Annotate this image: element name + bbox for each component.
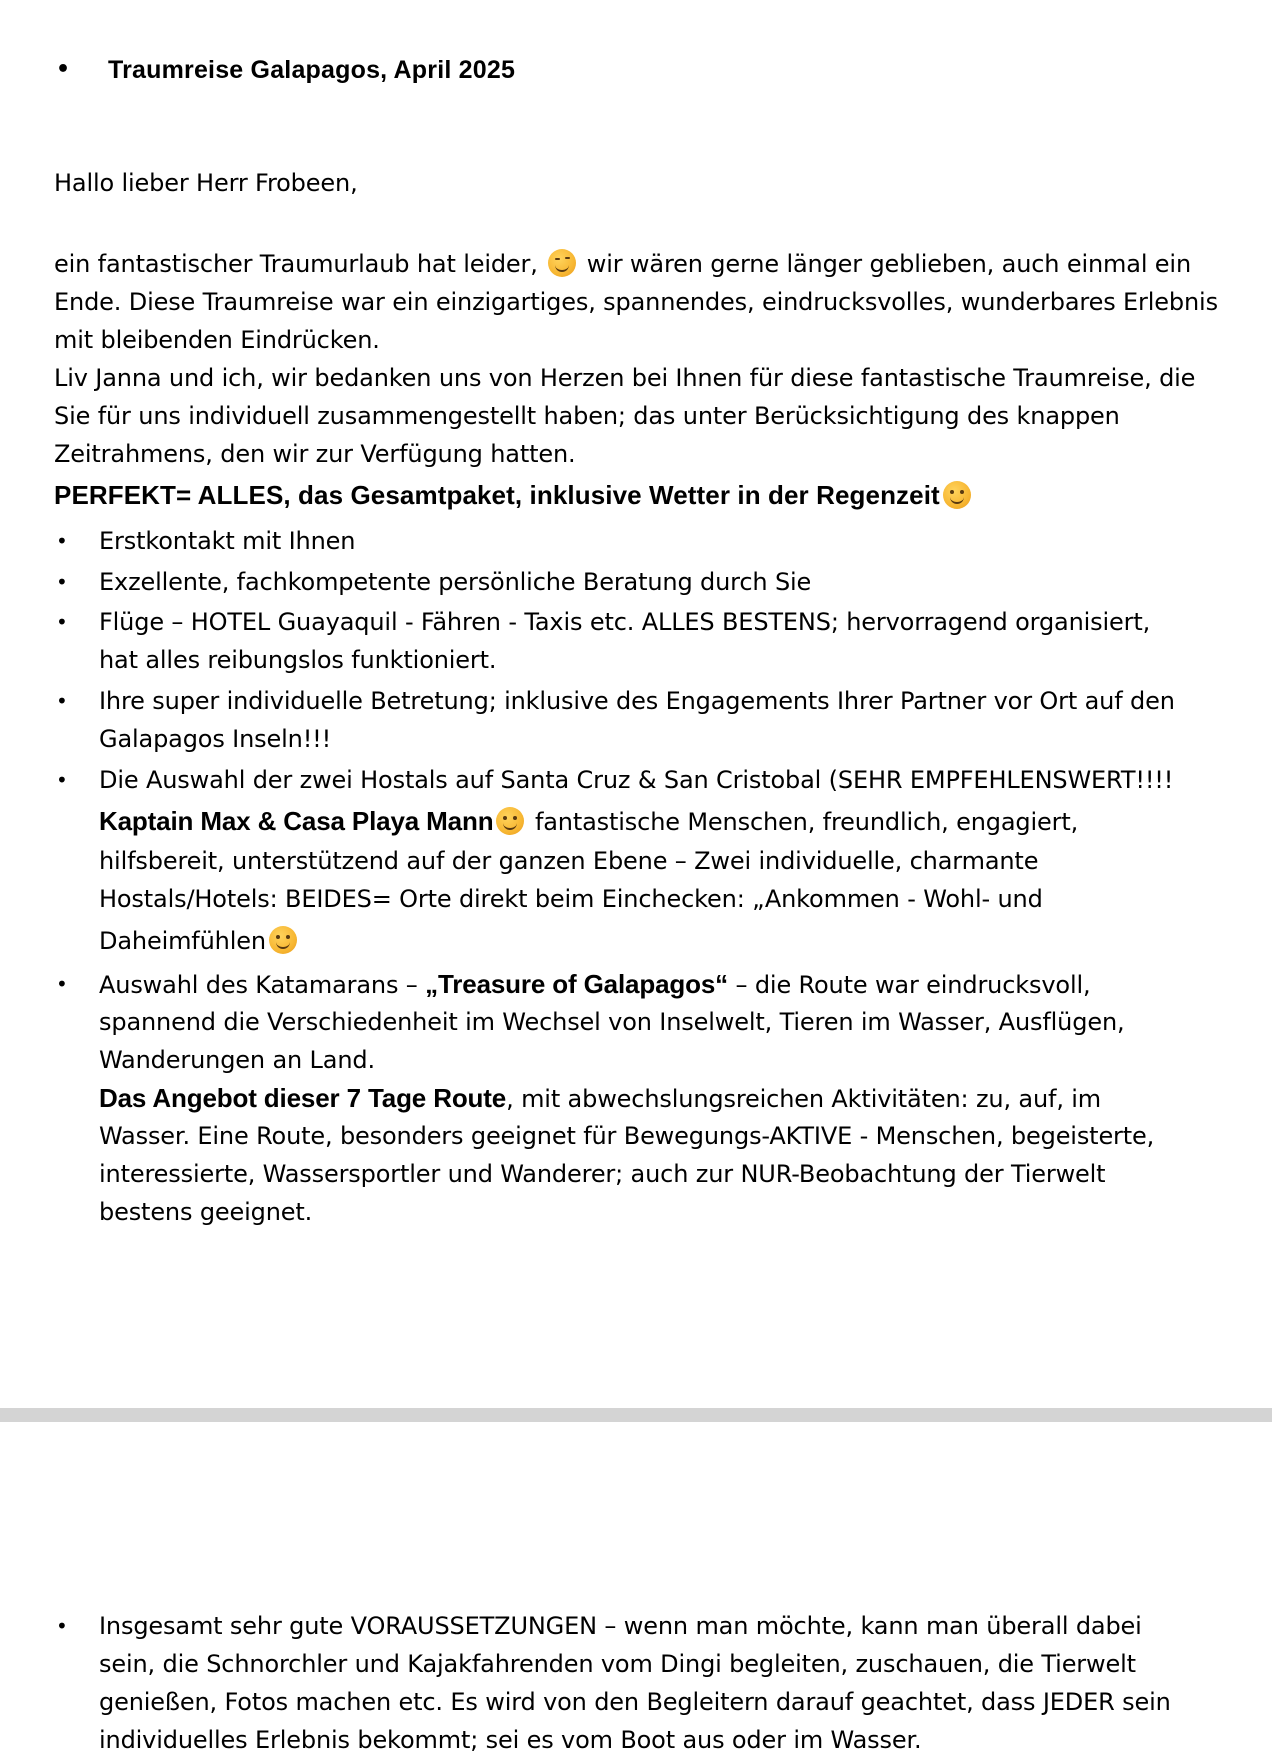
list-item-7-line-2: sein, die Schnorchler und Kajakfahrenden vom Dingi begleiten, zuschauen, die Tierwelt [99, 1650, 1136, 1678]
text: fantastische Menschen, freundlich, engagiert, [534, 808, 1079, 836]
list-item-5-line-2 [99, 802, 1078, 841]
list-item-5-line-5 [99, 922, 300, 960]
list-item-4-line-1: Ihre super individuelle Betretung; inklusive des Engagements Ihrer Partner vor Ort auf den [99, 687, 1175, 715]
text: Daheimfühlen [99, 927, 266, 955]
paragraph-2-line-2: Sie für uns individuell zusammengestellt haben; das unter Berücksichtigung des knappen [54, 402, 1120, 430]
document-page-2 [0, 1422, 1272, 1752]
list-item-5-line-4: Hostals/Hotels: BEIDES= Orte direkt beim Einchecken: „Ankommen - Wohl- und [99, 885, 1043, 913]
list-item-6-line-3: Wanderungen an Land. [99, 1046, 375, 1074]
bullet-icon: • [56, 1614, 68, 1638]
list-item-7-line-3: genießen, Fotos machen etc. Es wird von den Begleitern darauf geachtet, dass JEDER sein [99, 1688, 1171, 1716]
route-offer: Das Angebot dieser 7 Tage Route [99, 1083, 507, 1113]
list-item-6-line-2: spannend die Verschiedenheit im Wechsel von Inselwelt, Tieren im Wasser, Ausflügen, [99, 1008, 1125, 1036]
list-item-4-line-2: Galapagos Inseln!!! [99, 725, 332, 753]
list-item-6-line-4 [99, 1079, 1101, 1118]
smiling-face-icon [496, 807, 524, 835]
list-item-6-line-7: bestens geeignet. [99, 1198, 313, 1226]
list-item-3-line-2: hat alles reibungslos funktioniert. [99, 646, 497, 674]
list-item-5-line-3: hilfsbereit, unterstützend auf der ganzen Ebene – Zwei individuelle, charmante [99, 847, 1039, 875]
paragraph-1-line-3: mit bleibenden Eindrücken. [54, 326, 380, 354]
list-item-7-line-4: individuelles Erlebnis bekommt; sei es vom Boot aus oder im Wasser. [99, 1726, 922, 1754]
title-bullet: • [56, 57, 71, 82]
list-item-2: Exzellente, fachkompetente persönliche Beratung durch Sie [99, 568, 812, 596]
list-item-1: Erstkontakt mit Ihnen [99, 527, 356, 555]
paragraph-1-line-1 [54, 245, 1191, 283]
hostal-names: Kaptain Max & Casa Playa Mann [99, 806, 494, 836]
list-item-6-line-5: Wasser. Eine Route, besonders geeignet für Bewegungs-AKTIVE - Menschen, begeisterte, [99, 1122, 1155, 1150]
bullet-icon: • [56, 768, 68, 792]
list-item-3-line-1: Flüge – HOTEL Guayaquil - Fähren - Taxis etc. ALLES BESTENS; hervorragend organisiert, [99, 608, 1151, 636]
list-item-5-line-1: Die Auswahl der zwei Hostals auf Santa Cruz & San Cristobal (SEHR EMPFEHLENSWERT!!!! [99, 766, 1174, 794]
text: Auswahl des Katamarans – [99, 971, 418, 999]
document-title: Traumreise Galapagos, April 2025 [108, 56, 516, 84]
list-item-6-line-1 [99, 965, 1090, 1004]
bullet-icon: • [56, 529, 68, 553]
bullet-icon: • [56, 610, 68, 634]
paragraph-2-line-3: Zeitrahmens, den wir zur Verfügung hatten. [54, 440, 576, 468]
perfekt-heading [54, 476, 974, 514]
text: ein fantastischer Traumurlaub hat leider, [54, 250, 538, 278]
text: , mit abwechslungsreichen Aktivitäten: zu, auf, im [506, 1085, 1102, 1113]
paragraph-2-line-1: Liv Janna und ich, wir bedanken uns von Herzen bei Ihnen für diese fantastische Traumreise, die [54, 364, 1196, 392]
text: – die Route war eindrucksvoll, [735, 971, 1091, 999]
page-separator [0, 1408, 1272, 1422]
text: PERFEKT= ALLES, das Gesamtpaket, inklusive Wetter in der Regenzeit [54, 480, 940, 510]
list-item-6-line-6: interessierte, Wassersportler und Wanderer; auch zur NUR-Beobachtung der Tierwelt [99, 1160, 1106, 1188]
winking-face-icon [548, 249, 576, 277]
bullet-icon: • [56, 689, 68, 713]
text: wir wären gerne länger geblieben, auch einmal ein [586, 250, 1192, 278]
paragraph-1-line-2: Ende. Diese Traumreise war ein einzigartiges, spannendes, eindrucksvolles, wunderbares Erlebnis [54, 288, 1218, 316]
bullet-icon: • [56, 570, 68, 594]
bullet-icon: • [56, 972, 68, 996]
smiling-face-icon [943, 481, 971, 509]
greeting: Hallo lieber Herr Frobeen, [54, 169, 358, 197]
catamaran-name: „Treasure of Galapagos“ [425, 969, 729, 999]
list-item-7-line-1: Insgesamt sehr gute VORAUSSETZUNGEN – wenn man möchte, kann man überall dabei [99, 1612, 1142, 1640]
smiling-face-icon [269, 926, 297, 954]
